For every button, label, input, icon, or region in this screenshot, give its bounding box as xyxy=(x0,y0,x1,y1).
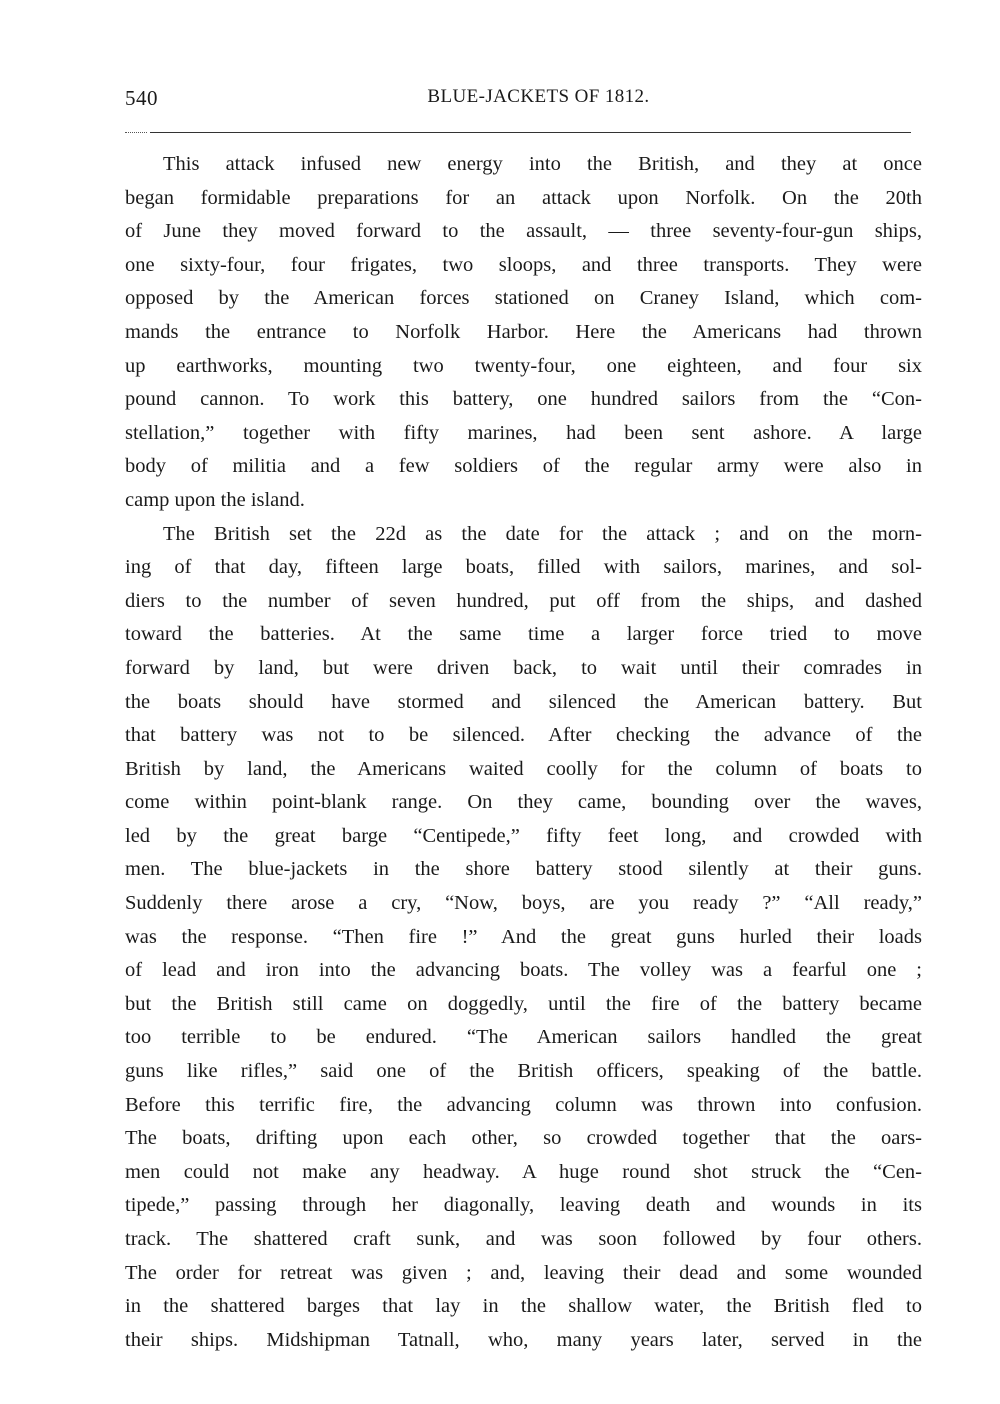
text-line: led by the great barge “Centipede,” fifty feet long, and crowded with xyxy=(125,824,922,847)
text-line: This attack infused new energy into the British, and they at once xyxy=(163,153,922,175)
text-line: toward the batteries. At the same time a larger force tried to move xyxy=(125,623,922,646)
text-line: come within point-blank range. On they came, bounding over the waves, xyxy=(125,791,922,814)
text-line: camp upon the island. xyxy=(125,488,305,511)
text-line: forward by land, but were driven back, to wait until their comrades in xyxy=(125,656,922,679)
text-line: body of militia and a few soldiers of the regular army were also in xyxy=(125,455,922,478)
text-line: track. The shattered craft sunk, and was soon followed by four others. xyxy=(125,1228,922,1250)
text-line: mands the entrance to Norfolk Harbor. Here the Americans had thrown xyxy=(125,320,922,343)
text-line: was the response. “Then fire !” And the great guns hurled their loads xyxy=(125,925,922,948)
text-line: the boats should have stormed and silenced the American battery. But xyxy=(125,690,922,713)
text-line: one sixty-four, four frigates, two sloops, and three transports. They were xyxy=(125,253,922,276)
text-line: The boats, drifting upon each other, so crowded together that the oars- xyxy=(125,1127,922,1150)
text-line: ing of that day, fifteen large boats, filled with sailors, marines, and sol- xyxy=(125,556,922,579)
text-line: their ships. Midshipman Tatnall, who, many years later, served in the xyxy=(125,1328,922,1351)
text-line: too terrible to be endured. “The American sailors handled the great xyxy=(125,1026,922,1049)
text-line: pound cannon. To work this battery, one hundred sailors from the “Con- xyxy=(125,388,922,411)
text-line: men. The blue-jackets in the shore battery stood silently at their guns. xyxy=(125,858,922,881)
text-line: diers to the number of seven hundred, put off from the ships, and dashed xyxy=(125,589,922,612)
text-line: up earthworks, mounting two twenty-four, one eighteen, and four six xyxy=(125,354,922,377)
text-line: guns like rifles,” said one of the British officers, speaking of the battle. xyxy=(125,1060,922,1083)
running-title: BLUE-JACKETS OF 1812. xyxy=(427,86,650,107)
text-line: in the shattered barges that lay in the shallow water, the British fled to xyxy=(125,1295,922,1318)
text-line: tipede,” passing through her diagonally, leaving death and wounds in its xyxy=(125,1194,922,1217)
text-line: men could not make any headway. A huge round shot struck the “Cen- xyxy=(125,1160,922,1183)
text-line: began formidable preparations for an attack upon Norfolk. On the 20th xyxy=(125,186,922,209)
text-line: of June they moved forward to the assault, — three seventy-four-gun ships, xyxy=(125,220,922,243)
page-number: 540 xyxy=(125,86,158,110)
text-line: opposed by the American forces stationed on Craney Island, which com- xyxy=(125,287,922,310)
text-line: The order for retreat was given ; and, leaving their dead and some wounded xyxy=(125,1261,922,1284)
text-line: of lead and iron into the advancing boats. The volley was a fearful one ; xyxy=(125,959,922,982)
text-line: stellation,” together with fifty marines, had been sent ashore. A large xyxy=(125,421,922,444)
body-text xyxy=(125,148,922,1357)
header-rule-dotted xyxy=(125,132,147,133)
text-line: but the British still came on doggedly, until the fire of the battery became xyxy=(125,992,922,1015)
text-line: Before this terrific fire, the advancing column was thrown into confusion. xyxy=(125,1093,922,1116)
text-line: The British set the 22d as the date for the attack ; and on the morn- xyxy=(163,522,922,545)
text-line: British by land, the Americans waited coolly for the column of boats to xyxy=(125,757,922,780)
running-head xyxy=(125,86,922,116)
text-line: that battery was not to be silenced. After checking the advance of the xyxy=(125,724,922,747)
header-rule xyxy=(150,132,911,133)
text-line: Suddenly there arose a cry, “Now, boys, are you ready ?” “All ready,” xyxy=(125,892,922,915)
